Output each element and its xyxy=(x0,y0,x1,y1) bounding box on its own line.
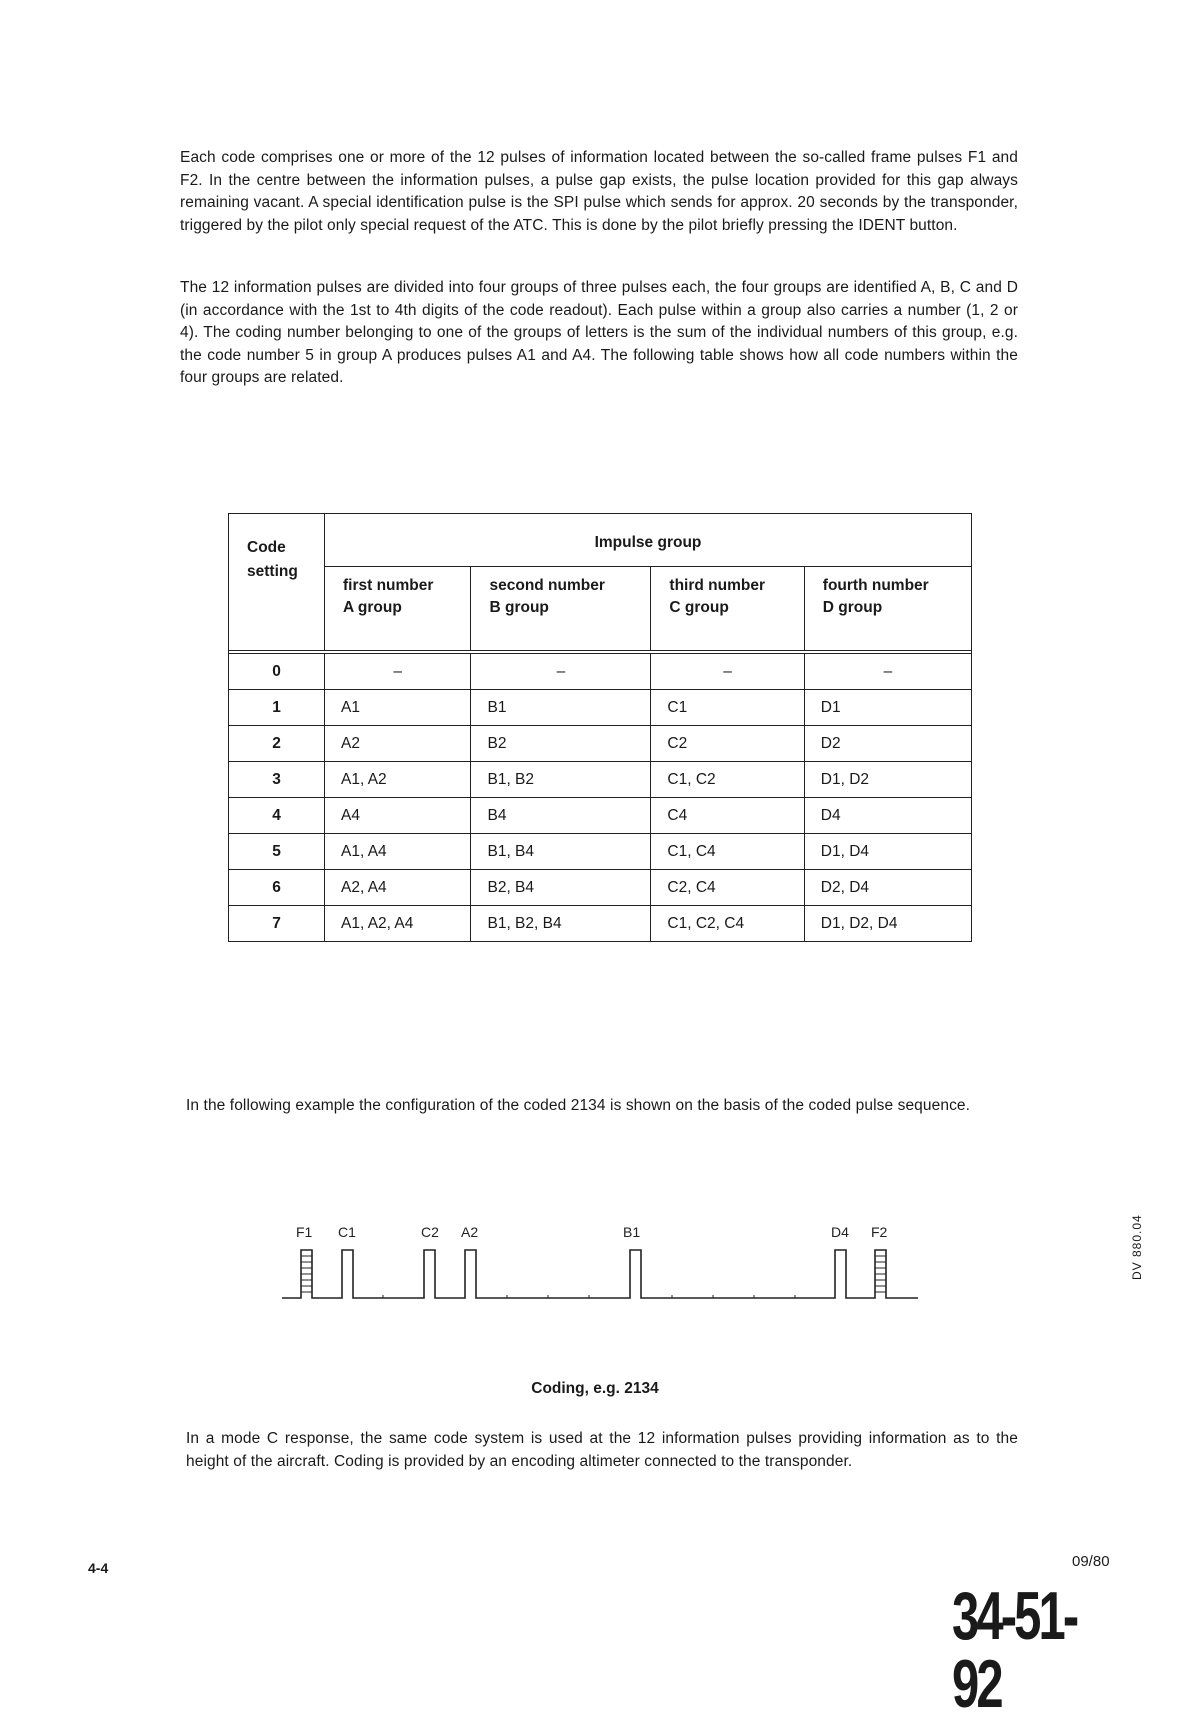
diagram-caption: Coding, e.g. 2134 xyxy=(531,1380,659,1397)
table-row: 5 A1, A4 B1, B4 C1, C4 D1, D4 xyxy=(229,834,972,870)
column-header-a: first number A group xyxy=(325,567,471,651)
code-table xyxy=(228,513,972,942)
table-row: 3 A1, A2 B1, B2 C1, C2 D1, D2 xyxy=(229,762,972,798)
impulse-group-header: Impulse group xyxy=(325,514,972,567)
column-header-c: third number C group xyxy=(651,567,804,651)
column-header-d: fourth number D group xyxy=(804,567,971,651)
pulse-label-f2: F2 xyxy=(871,1224,888,1240)
pulse-label-f1: F1 xyxy=(296,1224,313,1240)
frame-pulse-hatching xyxy=(301,1256,886,1292)
mode-c-paragraph: In a mode C response, the same code system is used at the 12 information pulses providing information as to the height of the aircraft. Coding is provided by an encoding altimeter connected to the transponder. xyxy=(186,1430,1018,1470)
pulse-label-b1: B1 xyxy=(623,1224,641,1240)
pulse-label-c2: C2 xyxy=(421,1224,439,1240)
table-row: 6 A2, A4 B2, B4 C2, C4 D2, D4 xyxy=(229,870,972,906)
groups-paragraph: The 12 information pulses are divided into four groups of three pulses each, the four groups are identified A, B, C and D (in accordance with the 1st to 4th digits of the code readout). Each pulse within a group also carries a number (1, 2 or 4). The coding number belonging to one of the groups of letters is the sum of the individual numbers of this group, e.g. the code number 5 in group A produces pulses A1 and A4. The following table shows how all code numbers within the four groups are related. xyxy=(180,279,1018,386)
page-number: 4-4 xyxy=(88,1560,109,1576)
pulse-sequence-diagram xyxy=(270,1220,930,1310)
table-row: 2 A2 B2 C2 D2 xyxy=(229,726,972,762)
pulse-label-c1: C1 xyxy=(338,1224,356,1240)
document-code: 34-51-92 xyxy=(952,1578,1077,1722)
revision-date: 09/80 xyxy=(1072,1553,1110,1570)
side-reference: DV 880.04 xyxy=(1130,1214,1144,1280)
pulse-label-d4: D4 xyxy=(831,1224,849,1240)
pulse-label-a2: A2 xyxy=(461,1224,479,1240)
table-row: 7 A1, A2, A4 B1, B2, B4 C1, C2, C4 D1, D2, D4 xyxy=(229,906,972,942)
table-row: 0 – – – – xyxy=(229,654,972,690)
intro-paragraph: Each code comprises one or more of the 12 pulses of information located between the so-called frame pulses F1 and F2. In the centre between the information pulses, a pulse gap exists, the pulse location provided for this gap always remaining vacant. A special identification pulse is the SPI pulse which sends for approx. 20 seconds by the transponder, triggered by the pilot only special request of the ATC. This is done by the pilot briefly pressing the IDENT button. xyxy=(180,149,1018,234)
table-row: 4 A4 B4 C4 D4 xyxy=(229,798,972,834)
table-row: 1 A1 B1 C1 D1 xyxy=(229,690,972,726)
code-setting-header: Code setting xyxy=(229,514,325,651)
column-header-b: second number B group xyxy=(471,567,651,651)
example-paragraph: In the following example the configuration of the coded 2134 is shown on the basis of the coded pulse sequence. xyxy=(186,1097,971,1114)
